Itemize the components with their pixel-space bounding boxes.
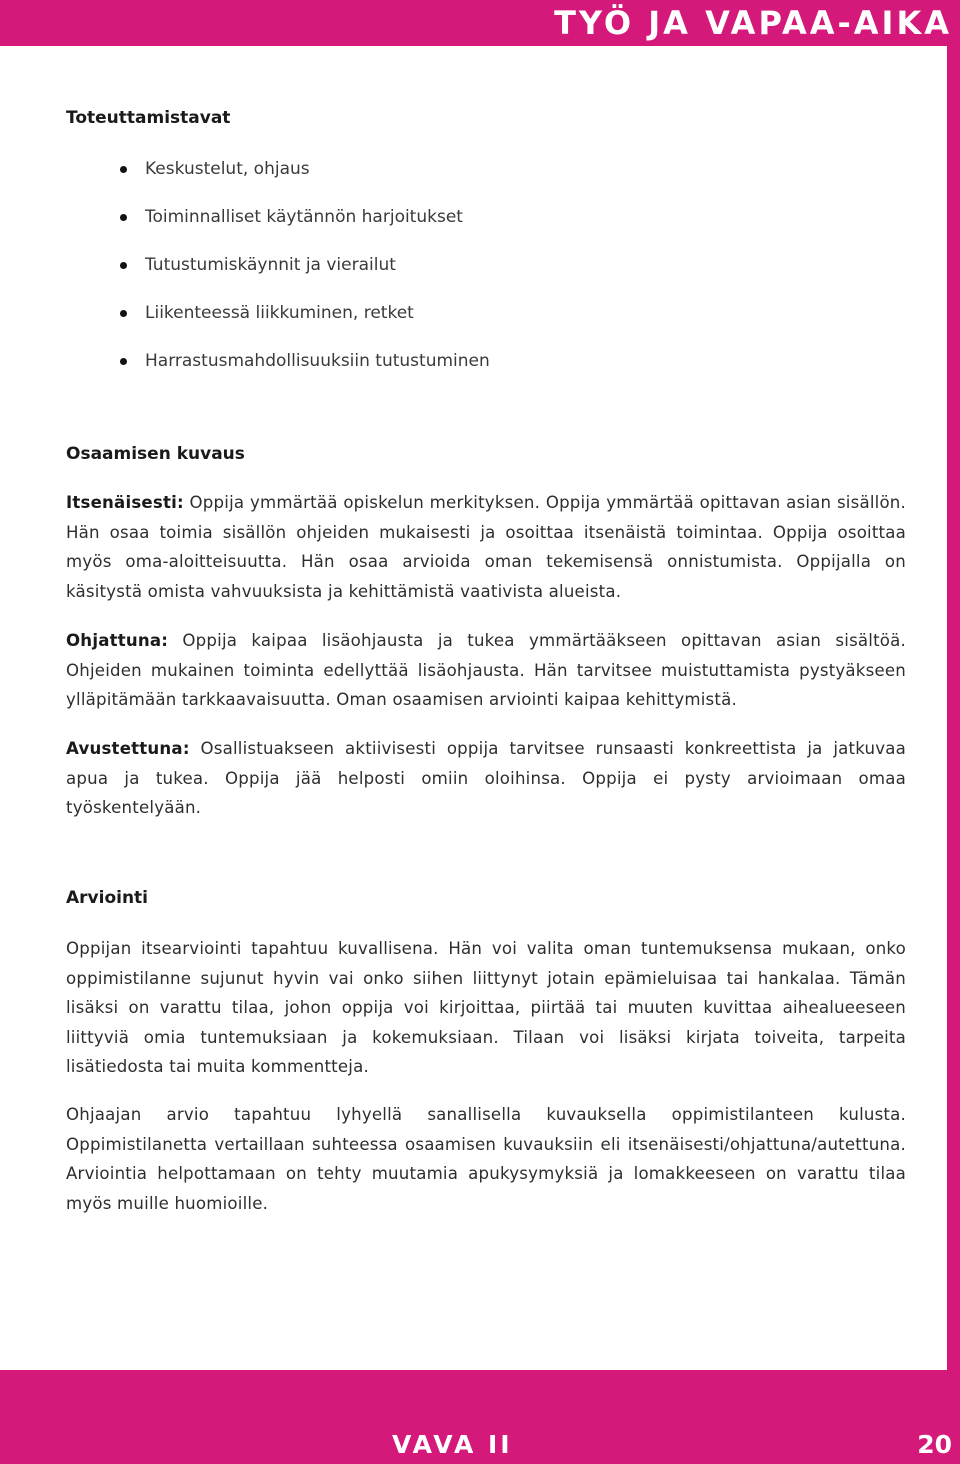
section-title: TYÖ JA VAPAA-AIKA bbox=[554, 4, 952, 42]
arviointi-paragraph-1: Oppijan itsearviointi tapahtuu kuvallisena. Hän voi valita oman tuntemuksensa mukaan, onko oppimistilanne sujunut hyvin vai onko siihen liittynyt jotain epämieluisaa tai hankalaa. Tämän lisäksi on varattu tilaa, johon oppija voi kirjoittaa, piirtää tai muuten kuvittaa aihealueeseen liittyviä omia tuntemuksiaan ja kokemuksiaan. Tilaan voi lisäksi kirjata toiveita, tarpeita lisätiedosta tai muita kommentteja. bbox=[66, 939, 906, 1076]
bullet-icon bbox=[120, 262, 127, 269]
list-item: Keskustelut, ohjaus bbox=[120, 154, 490, 202]
toteuttamistavat-list bbox=[120, 154, 490, 394]
list-item: Harrastusmahdollisuuksiin tutustuminen bbox=[120, 346, 490, 394]
osaamisen-kuvaus-heading: Osaamisen kuvaus bbox=[66, 444, 245, 464]
ohjattuna-paragraph: Ohjattuna: Oppija kaipaa lisäohjausta ja tukea ymmärtääkseen opittavan asian sisältöä. Ohjeiden mukainen toiminta edellyttää lisäohjausta. Hän tarvitsee muistuttamista pystyäkseen ylläpitämään tarkkaavaisuutta. Oman osaamisen arviointi kaipaa kehittymistä. bbox=[66, 631, 906, 709]
arviointi-heading: Arviointi bbox=[66, 888, 149, 908]
bullet-icon bbox=[120, 166, 127, 173]
toteuttamistavat-heading: Toteuttamistavat bbox=[66, 108, 231, 128]
list-item: Toiminnalliset käytännön harjoitukset bbox=[120, 202, 490, 250]
bullet-icon bbox=[120, 214, 127, 221]
itsenaisesti-paragraph: Itsenäisesti: Oppija ymmärtää opiskelun merkityksen. Oppija ymmärtää opittavan asian sisällön. Hän osaa toimia sisällön ohjeiden mukaisesti ja osoittaa itsenäistä toimintaa. Oppija osoittaa myös oma-aloitteisuutta. Hän osaa arvioida oman tekemisensä onnistumista. Oppijalla on käsitystä omista vahvuuksista ja kehittämistä vaativista alueista. bbox=[66, 493, 906, 601]
bullet-icon bbox=[120, 358, 127, 365]
page-number: 20 bbox=[917, 1430, 952, 1459]
list-item: Liikenteessä liikkuminen, retket bbox=[120, 298, 490, 346]
footer-title: VAVA II bbox=[392, 1430, 513, 1459]
avustettuna-paragraph: Avustettuna: Osallistuakseen aktiivisesti oppija tarvitsee runsaasti konkreettista ja jatkuvaa apua ja tukea. Oppija jää helposti omiin oloihinsa. Oppija ei pysty arvioimaan omaa työskentelyään. bbox=[66, 739, 906, 817]
list-item: Tutustumiskäynnit ja vierailut bbox=[120, 250, 490, 298]
bullet-icon bbox=[120, 310, 127, 317]
arviointi-paragraph-2: Ohjaajan arvio tapahtuu lyhyellä sanallisella kuvauksella oppimistilanteen kulusta. Oppimistilanetta vertaillaan suhteessa osaamisen kuvauksiin eli itsenäisesti/ohjattuna/autettuna. Arviointia helpottamaan on tehty muutamia apukysymyksiä ja lomakkeeseen on varattu tilaa myös muille huomioille. bbox=[66, 1105, 906, 1213]
